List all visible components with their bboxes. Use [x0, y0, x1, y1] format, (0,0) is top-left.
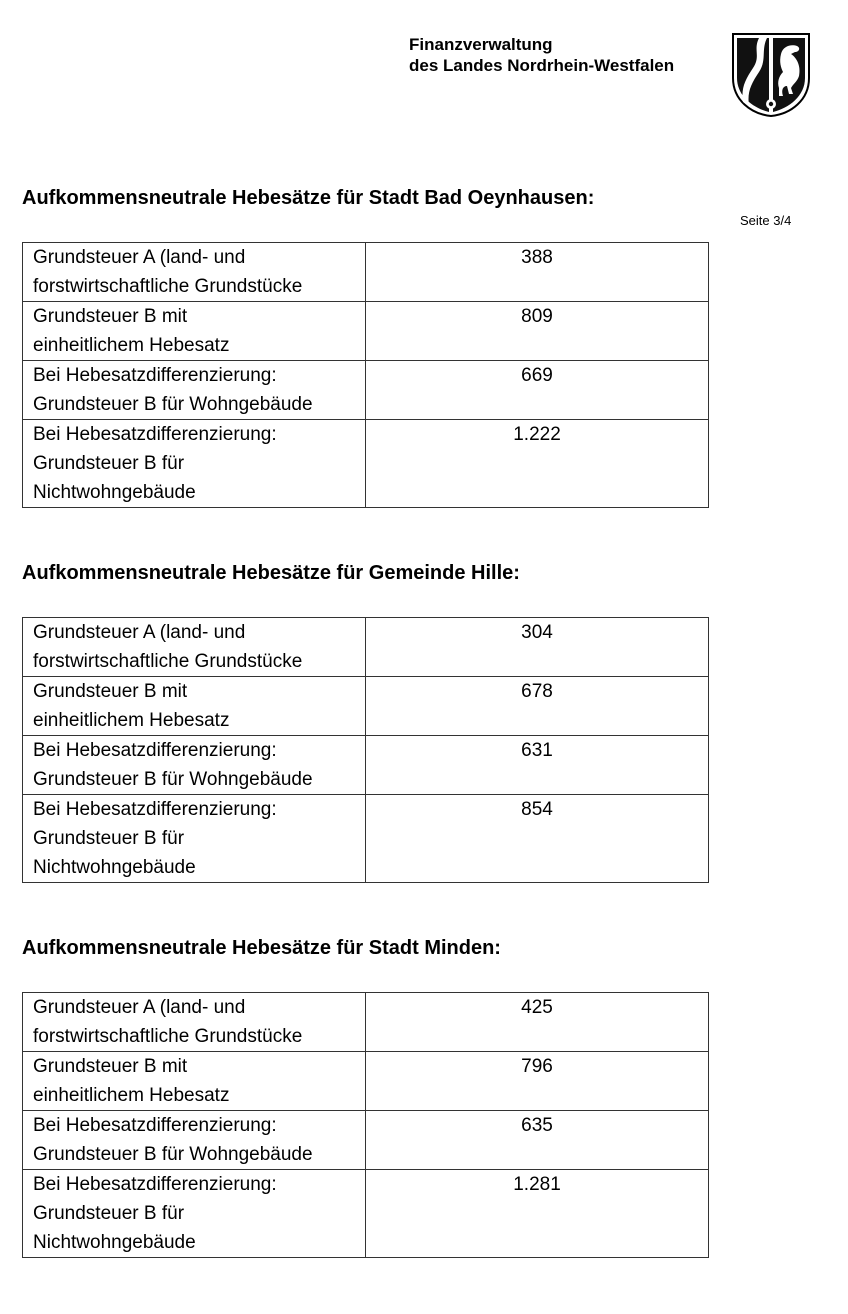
table-row: [23, 1052, 709, 1111]
row-value: 1.222: [366, 420, 709, 508]
organization-name: [409, 34, 674, 76]
table-row: [23, 677, 709, 736]
section-title-hille: Aufkommensneutrale Hebesätze für Gemeinde Hille:: [22, 562, 520, 584]
row-value: 304: [366, 618, 709, 677]
table-row: [23, 795, 709, 883]
table-row: [23, 736, 709, 795]
section-title-minden: Aufkommensneutrale Hebesätze für Stadt Minden:: [22, 937, 501, 959]
nrw-coat-of-arms-icon: [731, 32, 811, 118]
section-title-bad-oeynhausen: Aufkommensneutrale Hebesätze für Stadt Bad Oeynhausen:: [22, 187, 595, 209]
table-row: [23, 1111, 709, 1170]
table-row: [23, 1170, 709, 1258]
row-label: Bei Hebesatzdifferenzierung: Grundsteuer B für Wohngebäude: [23, 361, 366, 420]
row-value: 854: [366, 795, 709, 883]
row-value: 809: [366, 302, 709, 361]
table-row: [23, 618, 709, 677]
row-label: Grundsteuer B mit einheitlichem Hebesatz: [23, 302, 366, 361]
row-value: 631: [366, 736, 709, 795]
table-row: [23, 302, 709, 361]
row-label: Bei Hebesatzdifferenzierung: Grundsteuer B für Wohngebäude: [23, 1111, 366, 1170]
row-label: Bei Hebesatzdifferenzierung: Grundsteuer B für Wohngebäude: [23, 736, 366, 795]
table-row: [23, 993, 709, 1052]
row-label: Bei Hebesatzdifferenzierung: Grundsteuer B für Nichtwohngebäude: [23, 1170, 366, 1258]
table-row: [23, 243, 709, 302]
org-line-1: Finanzverwaltung: [409, 35, 553, 54]
row-label: Grundsteuer A (land- und forstwirtschaftliche Grundstücke: [23, 243, 366, 302]
row-value: 1.281: [366, 1170, 709, 1258]
table-row: [23, 420, 709, 508]
row-value: 388: [366, 243, 709, 302]
table-row: [23, 361, 709, 420]
rates-table-bad-oeynhausen: [22, 242, 709, 508]
row-label: Grundsteuer A (land- und forstwirtschaftliche Grundstücke: [23, 618, 366, 677]
row-value: 635: [366, 1111, 709, 1170]
row-label: Grundsteuer B mit einheitlichem Hebesatz: [23, 1052, 366, 1111]
rates-table-hille: [22, 617, 709, 883]
row-label: Bei Hebesatzdifferenzierung: Grundsteuer B für Nichtwohngebäude: [23, 795, 366, 883]
row-value: 425: [366, 993, 709, 1052]
row-value: 669: [366, 361, 709, 420]
org-line-2: des Landes Nordrhein-Westfalen: [409, 56, 675, 75]
page-number: Seite 3/4: [740, 213, 792, 228]
row-label: Grundsteuer A (land- und forstwirtschaftliche Grundstücke: [23, 993, 366, 1052]
row-label: Grundsteuer B mit einheitlichem Hebesatz: [23, 677, 366, 736]
row-label: Bei Hebesatzdifferenzierung: Grundsteuer B für Nichtwohngebäude: [23, 420, 366, 508]
row-value: 678: [366, 677, 709, 736]
rates-table-minden: [22, 992, 709, 1258]
row-value: 796: [366, 1052, 709, 1111]
